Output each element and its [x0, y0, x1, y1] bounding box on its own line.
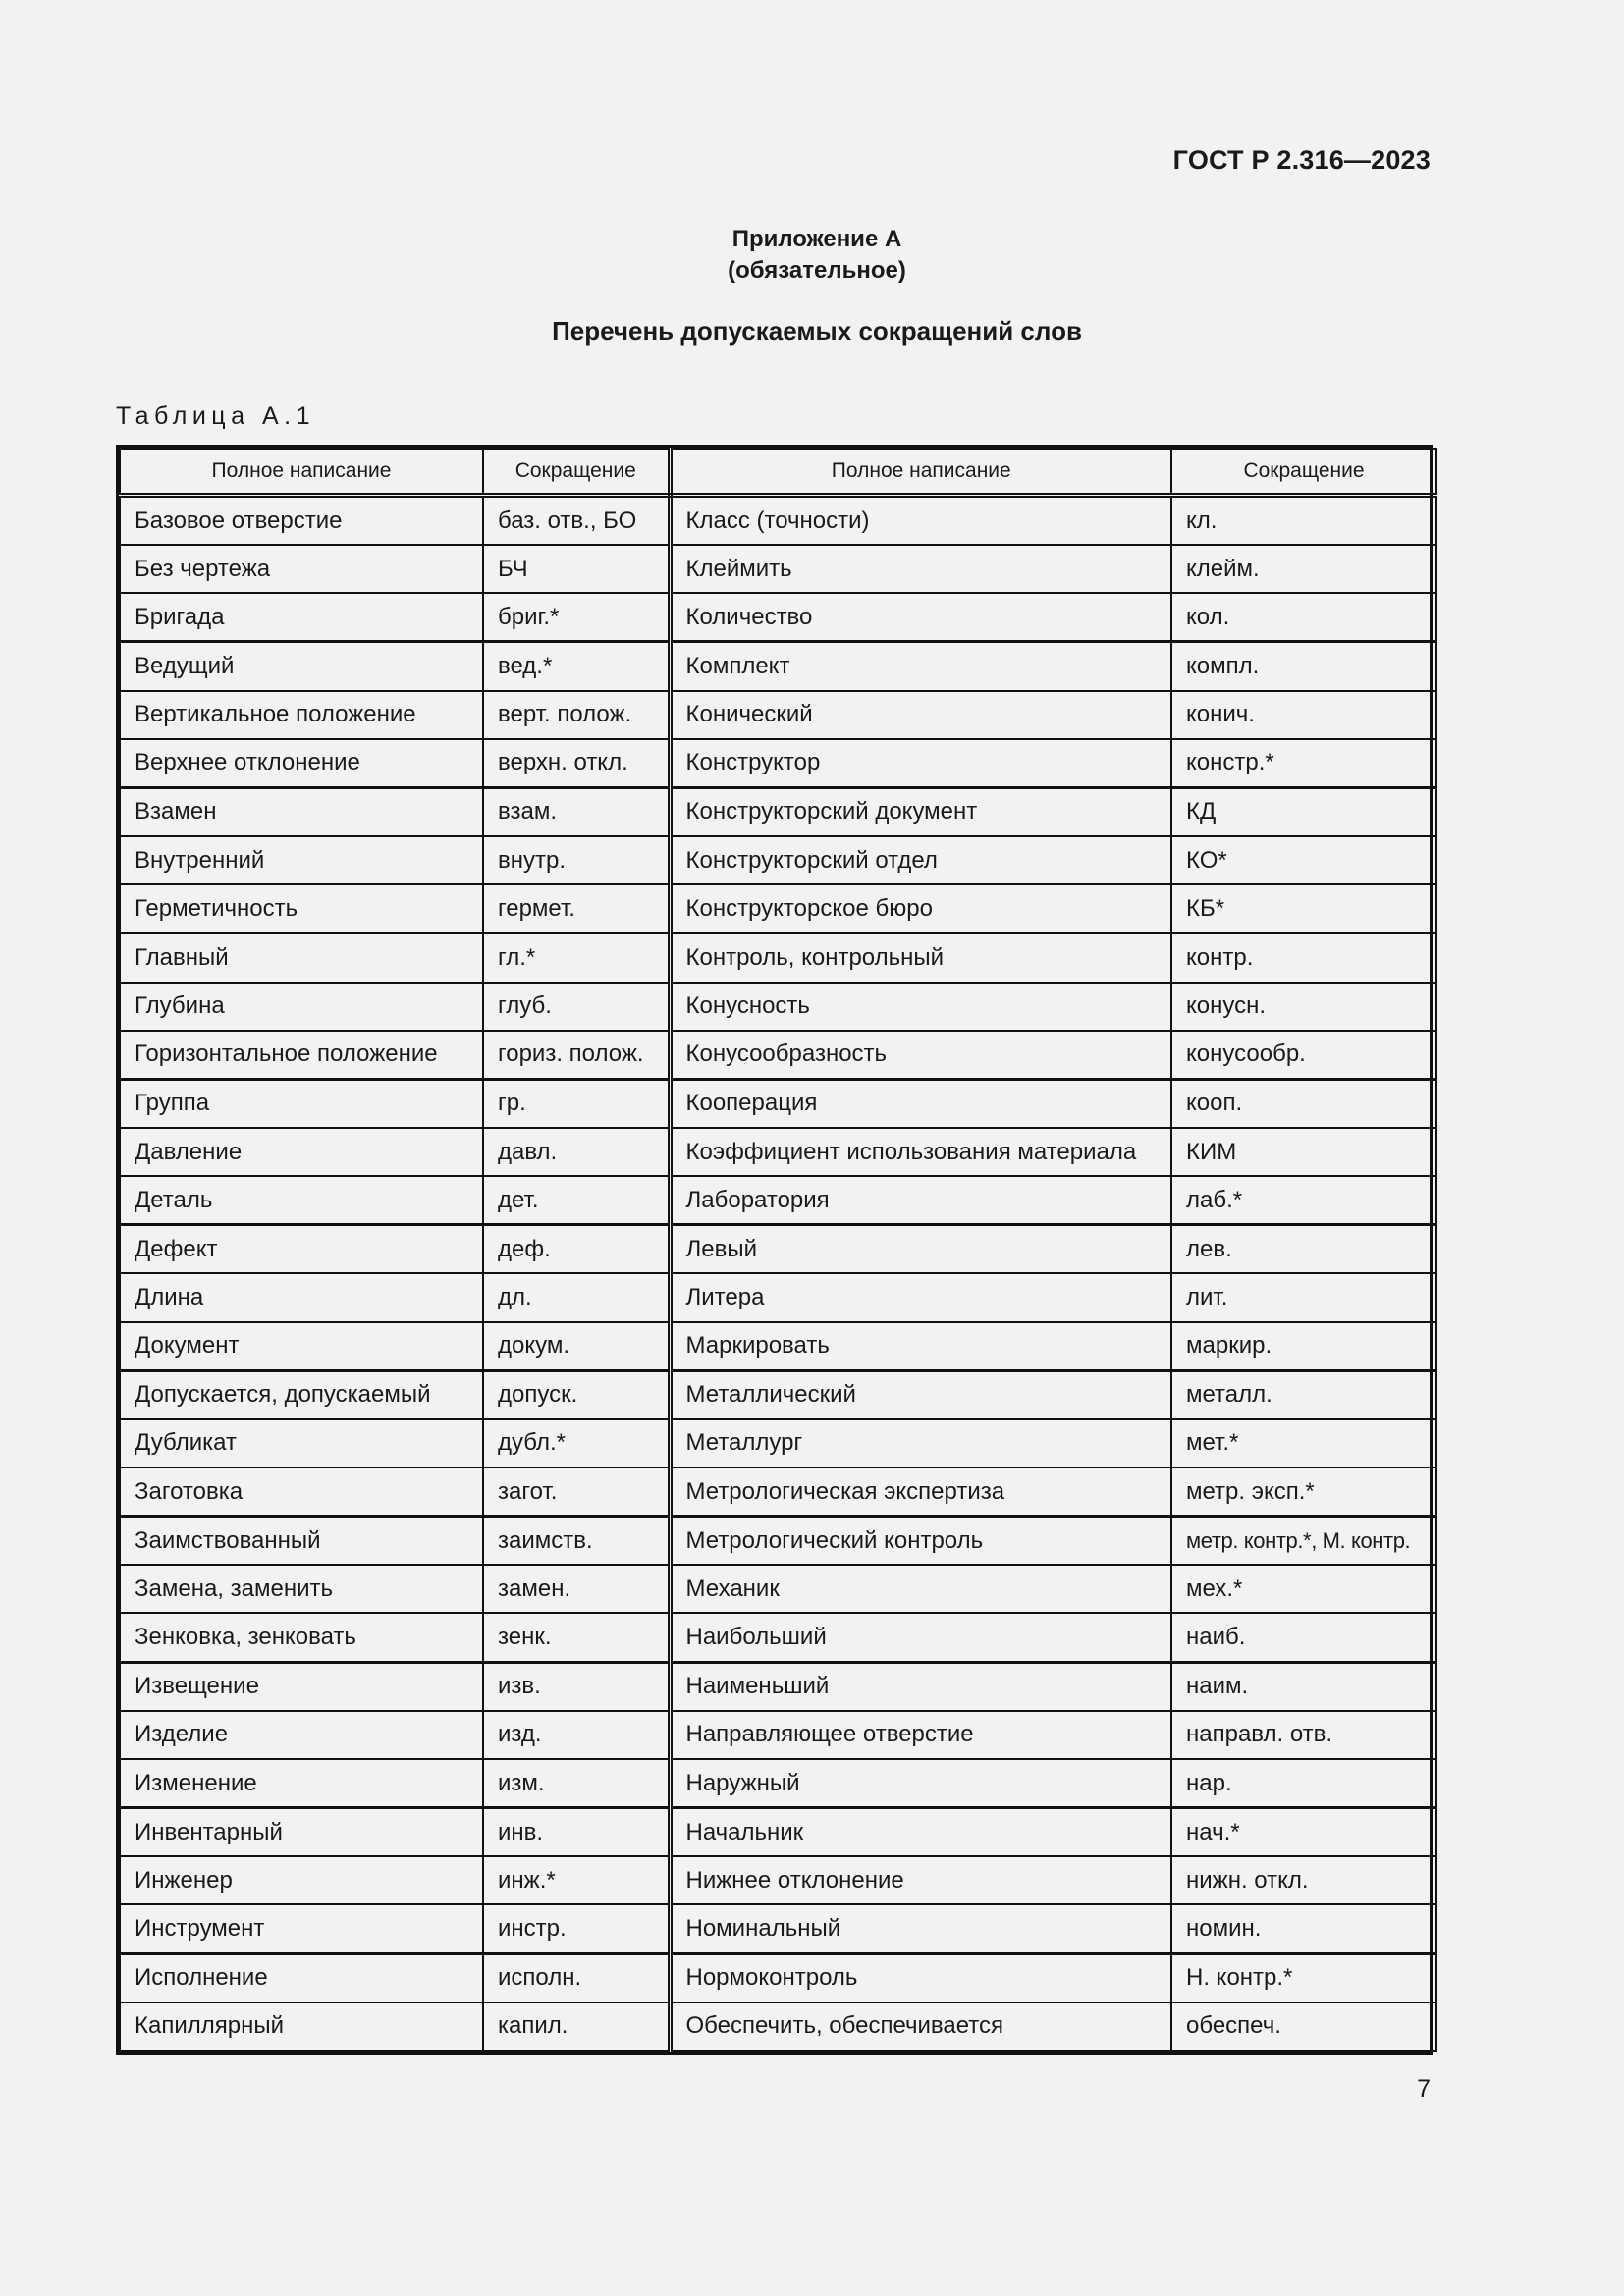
cell-abbreviation-2: конусообр.: [1171, 1031, 1436, 1080]
cell-full-name-2: Нижнее отклонение: [670, 1856, 1171, 1904]
cell-full-name-2: Конический: [670, 691, 1171, 739]
cell-abbreviation-1: бриг.*: [483, 593, 670, 642]
cell-abbreviation-1: заимств.: [483, 1517, 670, 1566]
cell-full-name-2: Механик: [670, 1565, 1171, 1613]
cell-abbreviation-2: лаб.*: [1171, 1176, 1436, 1225]
cell-full-name-2: Нормоконтроль: [670, 1953, 1171, 2002]
table-row: [120, 1808, 1436, 1857]
cell-abbreviation-2: КО*: [1171, 836, 1436, 884]
cell-full-name-1: Давление: [120, 1128, 483, 1176]
table-row: [120, 1565, 1436, 1613]
cell-abbreviation-1: инстр.: [483, 1904, 670, 1953]
section-title: Перечень допускаемых сокращений слов: [552, 316, 1082, 346]
cell-abbreviation-2: лев.: [1171, 1225, 1436, 1274]
cell-abbreviation-2: лит.: [1171, 1273, 1436, 1321]
cell-abbreviation-2: КД: [1171, 787, 1436, 836]
cell-abbreviation-2: КБ*: [1171, 884, 1436, 934]
cell-abbreviation-1: дет.: [483, 1176, 670, 1225]
cell-full-name-1: Инструмент: [120, 1904, 483, 1953]
cell-abbreviation-1: изв.: [483, 1662, 670, 1711]
table-row: [120, 593, 1436, 642]
cell-abbreviation-2: метр. эксп.*: [1171, 1468, 1436, 1517]
cell-abbreviation-1: давл.: [483, 1128, 670, 1176]
cell-abbreviation-1: глуб.: [483, 983, 670, 1031]
cell-abbreviation-1: изм.: [483, 1759, 670, 1808]
table-row: [120, 1904, 1436, 1953]
cell-full-name-1: Деталь: [120, 1176, 483, 1225]
cell-abbreviation-2: кооп.: [1171, 1079, 1436, 1128]
table-row: [120, 1079, 1436, 1128]
cell-full-name-2: Коэффициент использования материала: [670, 1128, 1171, 1176]
cell-abbreviation-2: металл.: [1171, 1370, 1436, 1419]
cell-full-name-2: Кооперация: [670, 1079, 1171, 1128]
table-row: [120, 1468, 1436, 1517]
cell-full-name-1: Глубина: [120, 983, 483, 1031]
header-full-name-2: Полное написание: [670, 449, 1171, 496]
cell-full-name-2: Количество: [670, 593, 1171, 642]
table-row: [120, 691, 1436, 739]
table-row: [120, 496, 1436, 546]
cell-abbreviation-1: БЧ: [483, 545, 670, 593]
cell-abbreviation-2: кл.: [1171, 496, 1436, 546]
cell-abbreviation-1: инв.: [483, 1808, 670, 1857]
cell-abbreviation-2: наим.: [1171, 1662, 1436, 1711]
cell-abbreviation-1: гр.: [483, 1079, 670, 1128]
table-row: [120, 739, 1436, 788]
cell-abbreviation-1: гермет.: [483, 884, 670, 934]
cell-full-name-2: Номинальный: [670, 1904, 1171, 1953]
table-row: [120, 836, 1436, 884]
cell-full-name-1: Документ: [120, 1322, 483, 1371]
cell-abbreviation-1: верт. полож.: [483, 691, 670, 739]
cell-abbreviation-1: взам.: [483, 787, 670, 836]
cell-abbreviation-1: дубл.*: [483, 1419, 670, 1468]
cell-abbreviation-2: кол.: [1171, 593, 1436, 642]
cell-abbreviation-1: внутр.: [483, 836, 670, 884]
cell-full-name-2: Конструкторский отдел: [670, 836, 1171, 884]
table-row: [120, 1322, 1436, 1371]
cell-full-name-1: Герметичность: [120, 884, 483, 934]
table-row: [120, 1128, 1436, 1176]
table-row: [120, 642, 1436, 691]
cell-abbreviation-2: наиб.: [1171, 1613, 1436, 1662]
cell-full-name-1: Горизонтальное положение: [120, 1031, 483, 1080]
cell-abbreviation-1: гл.*: [483, 934, 670, 983]
cell-full-name-1: Извещение: [120, 1662, 483, 1711]
cell-full-name-1: Инженер: [120, 1856, 483, 1904]
cell-full-name-1: Вертикальное положение: [120, 691, 483, 739]
cell-full-name-1: Исполнение: [120, 1953, 483, 2002]
cell-full-name-2: Метрологический контроль: [670, 1517, 1171, 1566]
cell-full-name-1: Внутренний: [120, 836, 483, 884]
table-row: [120, 1517, 1436, 1566]
cell-full-name-1: Заготовка: [120, 1468, 483, 1517]
cell-abbreviation-1: дл.: [483, 1273, 670, 1321]
cell-full-name-2: Комплект: [670, 642, 1171, 691]
table-row: [120, 884, 1436, 934]
cell-abbreviation-2: компл.: [1171, 642, 1436, 691]
table-row: [120, 1953, 1436, 2002]
cell-full-name-2: Литера: [670, 1273, 1171, 1321]
cell-full-name-1: Заимствованный: [120, 1517, 483, 1566]
table-body: [120, 496, 1436, 2052]
cell-full-name-1: Капиллярный: [120, 2002, 483, 2051]
table-row: [120, 787, 1436, 836]
page-number: 7: [1417, 2075, 1431, 2103]
table-row: [120, 2002, 1436, 2051]
cell-full-name-1: Взамен: [120, 787, 483, 836]
cell-full-name-2: Конструкторский документ: [670, 787, 1171, 836]
abbreviations-table: [116, 445, 1433, 2055]
cell-full-name-1: Изделие: [120, 1711, 483, 1759]
cell-abbreviation-1: баз. отв., БО: [483, 496, 670, 546]
cell-full-name-1: Длина: [120, 1273, 483, 1321]
table-row: [120, 1711, 1436, 1759]
cell-full-name-2: Левый: [670, 1225, 1171, 1274]
cell-full-name-1: Дубликат: [120, 1419, 483, 1468]
cell-abbreviation-1: изд.: [483, 1711, 670, 1759]
cell-full-name-1: Базовое отверстие: [120, 496, 483, 546]
cell-abbreviation-1: замен.: [483, 1565, 670, 1613]
cell-full-name-2: Метрологическая экспертиза: [670, 1468, 1171, 1517]
table-row: [120, 934, 1436, 983]
cell-abbreviation-2: маркир.: [1171, 1322, 1436, 1371]
cell-full-name-2: Направляющее отверстие: [670, 1711, 1171, 1759]
cell-full-name-2: Наименьший: [670, 1662, 1171, 1711]
cell-full-name-2: Класс (точности): [670, 496, 1171, 546]
cell-abbreviation-2: мех.*: [1171, 1565, 1436, 1613]
cell-full-name-2: Контроль, контрольный: [670, 934, 1171, 983]
table-header-row: [120, 449, 1436, 496]
cell-full-name-2: Начальник: [670, 1808, 1171, 1857]
table-row: [120, 1759, 1436, 1808]
header-abbreviation-1: Сокращение: [483, 449, 670, 496]
cell-full-name-2: Клеймить: [670, 545, 1171, 593]
table-row: [120, 1273, 1436, 1321]
table-row: [120, 1031, 1436, 1080]
table-caption: Таблица А.1: [116, 402, 315, 430]
cell-full-name-1: Инвентарный: [120, 1808, 483, 1857]
appendix-title: Приложение А: [731, 226, 902, 252]
table-row: [120, 545, 1436, 593]
table-row: [120, 1613, 1436, 1662]
table-row: [120, 1419, 1436, 1468]
cell-abbreviation-1: допуск.: [483, 1370, 670, 1419]
cell-abbreviation-2: нар.: [1171, 1759, 1436, 1808]
cell-full-name-1: Бригада: [120, 593, 483, 642]
cell-full-name-2: Лаборатория: [670, 1176, 1171, 1225]
cell-abbreviation-1: загот.: [483, 1468, 670, 1517]
header-full-name-1: Полное написание: [120, 449, 483, 496]
cell-full-name-2: Наибольший: [670, 1613, 1171, 1662]
cell-abbreviation-2: констр.*: [1171, 739, 1436, 788]
table-row: [120, 1662, 1436, 1711]
cell-abbreviation-1: вед.*: [483, 642, 670, 691]
cell-abbreviation-1: зенк.: [483, 1613, 670, 1662]
cell-full-name-2: Конусообразность: [670, 1031, 1171, 1080]
cell-full-name-2: Наружный: [670, 1759, 1171, 1808]
cell-abbreviation-2: обеспеч.: [1171, 2002, 1436, 2051]
appendix-status: (обязательное): [728, 257, 906, 284]
cell-abbreviation-1: деф.: [483, 1225, 670, 1274]
table-row: [120, 1856, 1436, 1904]
cell-full-name-1: Группа: [120, 1079, 483, 1128]
cell-abbreviation-2: конусн.: [1171, 983, 1436, 1031]
cell-abbreviation-2: номин.: [1171, 1904, 1436, 1953]
cell-abbreviation-2: контр.: [1171, 934, 1436, 983]
cell-abbreviation-2: клейм.: [1171, 545, 1436, 593]
cell-abbreviation-1: исполн.: [483, 1953, 670, 2002]
cell-full-name-2: Конструктор: [670, 739, 1171, 788]
cell-abbreviation-1: гориз. полож.: [483, 1031, 670, 1080]
cell-abbreviation-2: мет.*: [1171, 1419, 1436, 1468]
cell-full-name-2: Обеспечить, обеспечивается: [670, 2002, 1171, 2051]
cell-abbreviation-2: КИМ: [1171, 1128, 1436, 1176]
cell-abbreviation-1: докум.: [483, 1322, 670, 1371]
cell-full-name-2: Маркировать: [670, 1322, 1171, 1371]
cell-full-name-1: Без чертежа: [120, 545, 483, 593]
cell-abbreviation-1: капил.: [483, 2002, 670, 2051]
cell-full-name-1: Дефект: [120, 1225, 483, 1274]
document-id: ГОСТ Р 2.316—2023: [1172, 145, 1431, 175]
cell-full-name-2: Конструкторское бюро: [670, 884, 1171, 934]
appendix-heading: [0, 224, 1624, 287]
cell-full-name-1: Ведущий: [120, 642, 483, 691]
cell-abbreviation-2: нижн. откл.: [1171, 1856, 1436, 1904]
cell-abbreviation-2: нач.*: [1171, 1808, 1436, 1857]
cell-full-name-1: Замена, заменить: [120, 1565, 483, 1613]
cell-full-name-2: Металлический: [670, 1370, 1171, 1419]
cell-full-name-1: Главный: [120, 934, 483, 983]
table-row: [120, 1370, 1436, 1419]
cell-abbreviation-1: верхн. откл.: [483, 739, 670, 788]
cell-full-name-1: Изменение: [120, 1759, 483, 1808]
cell-abbreviation-2: метр. контр.*, М. контр.: [1171, 1517, 1436, 1566]
cell-full-name-1: Допускается, допускаемый: [120, 1370, 483, 1419]
cell-abbreviation-2: Н. контр.*: [1171, 1953, 1436, 2002]
table-row: [120, 1176, 1436, 1225]
table-row: [120, 983, 1436, 1031]
cell-abbreviation-2: конич.: [1171, 691, 1436, 739]
cell-abbreviation-1: инж.*: [483, 1856, 670, 1904]
cell-full-name-2: Металлург: [670, 1419, 1171, 1468]
cell-full-name-2: Конусность: [670, 983, 1171, 1031]
cell-full-name-1: Зенковка, зенковать: [120, 1613, 483, 1662]
table-row: [120, 1225, 1436, 1274]
cell-full-name-1: Верхнее отклонение: [120, 739, 483, 788]
header-abbreviation-2: Сокращение: [1171, 449, 1436, 496]
cell-abbreviation-2: направл. отв.: [1171, 1711, 1436, 1759]
